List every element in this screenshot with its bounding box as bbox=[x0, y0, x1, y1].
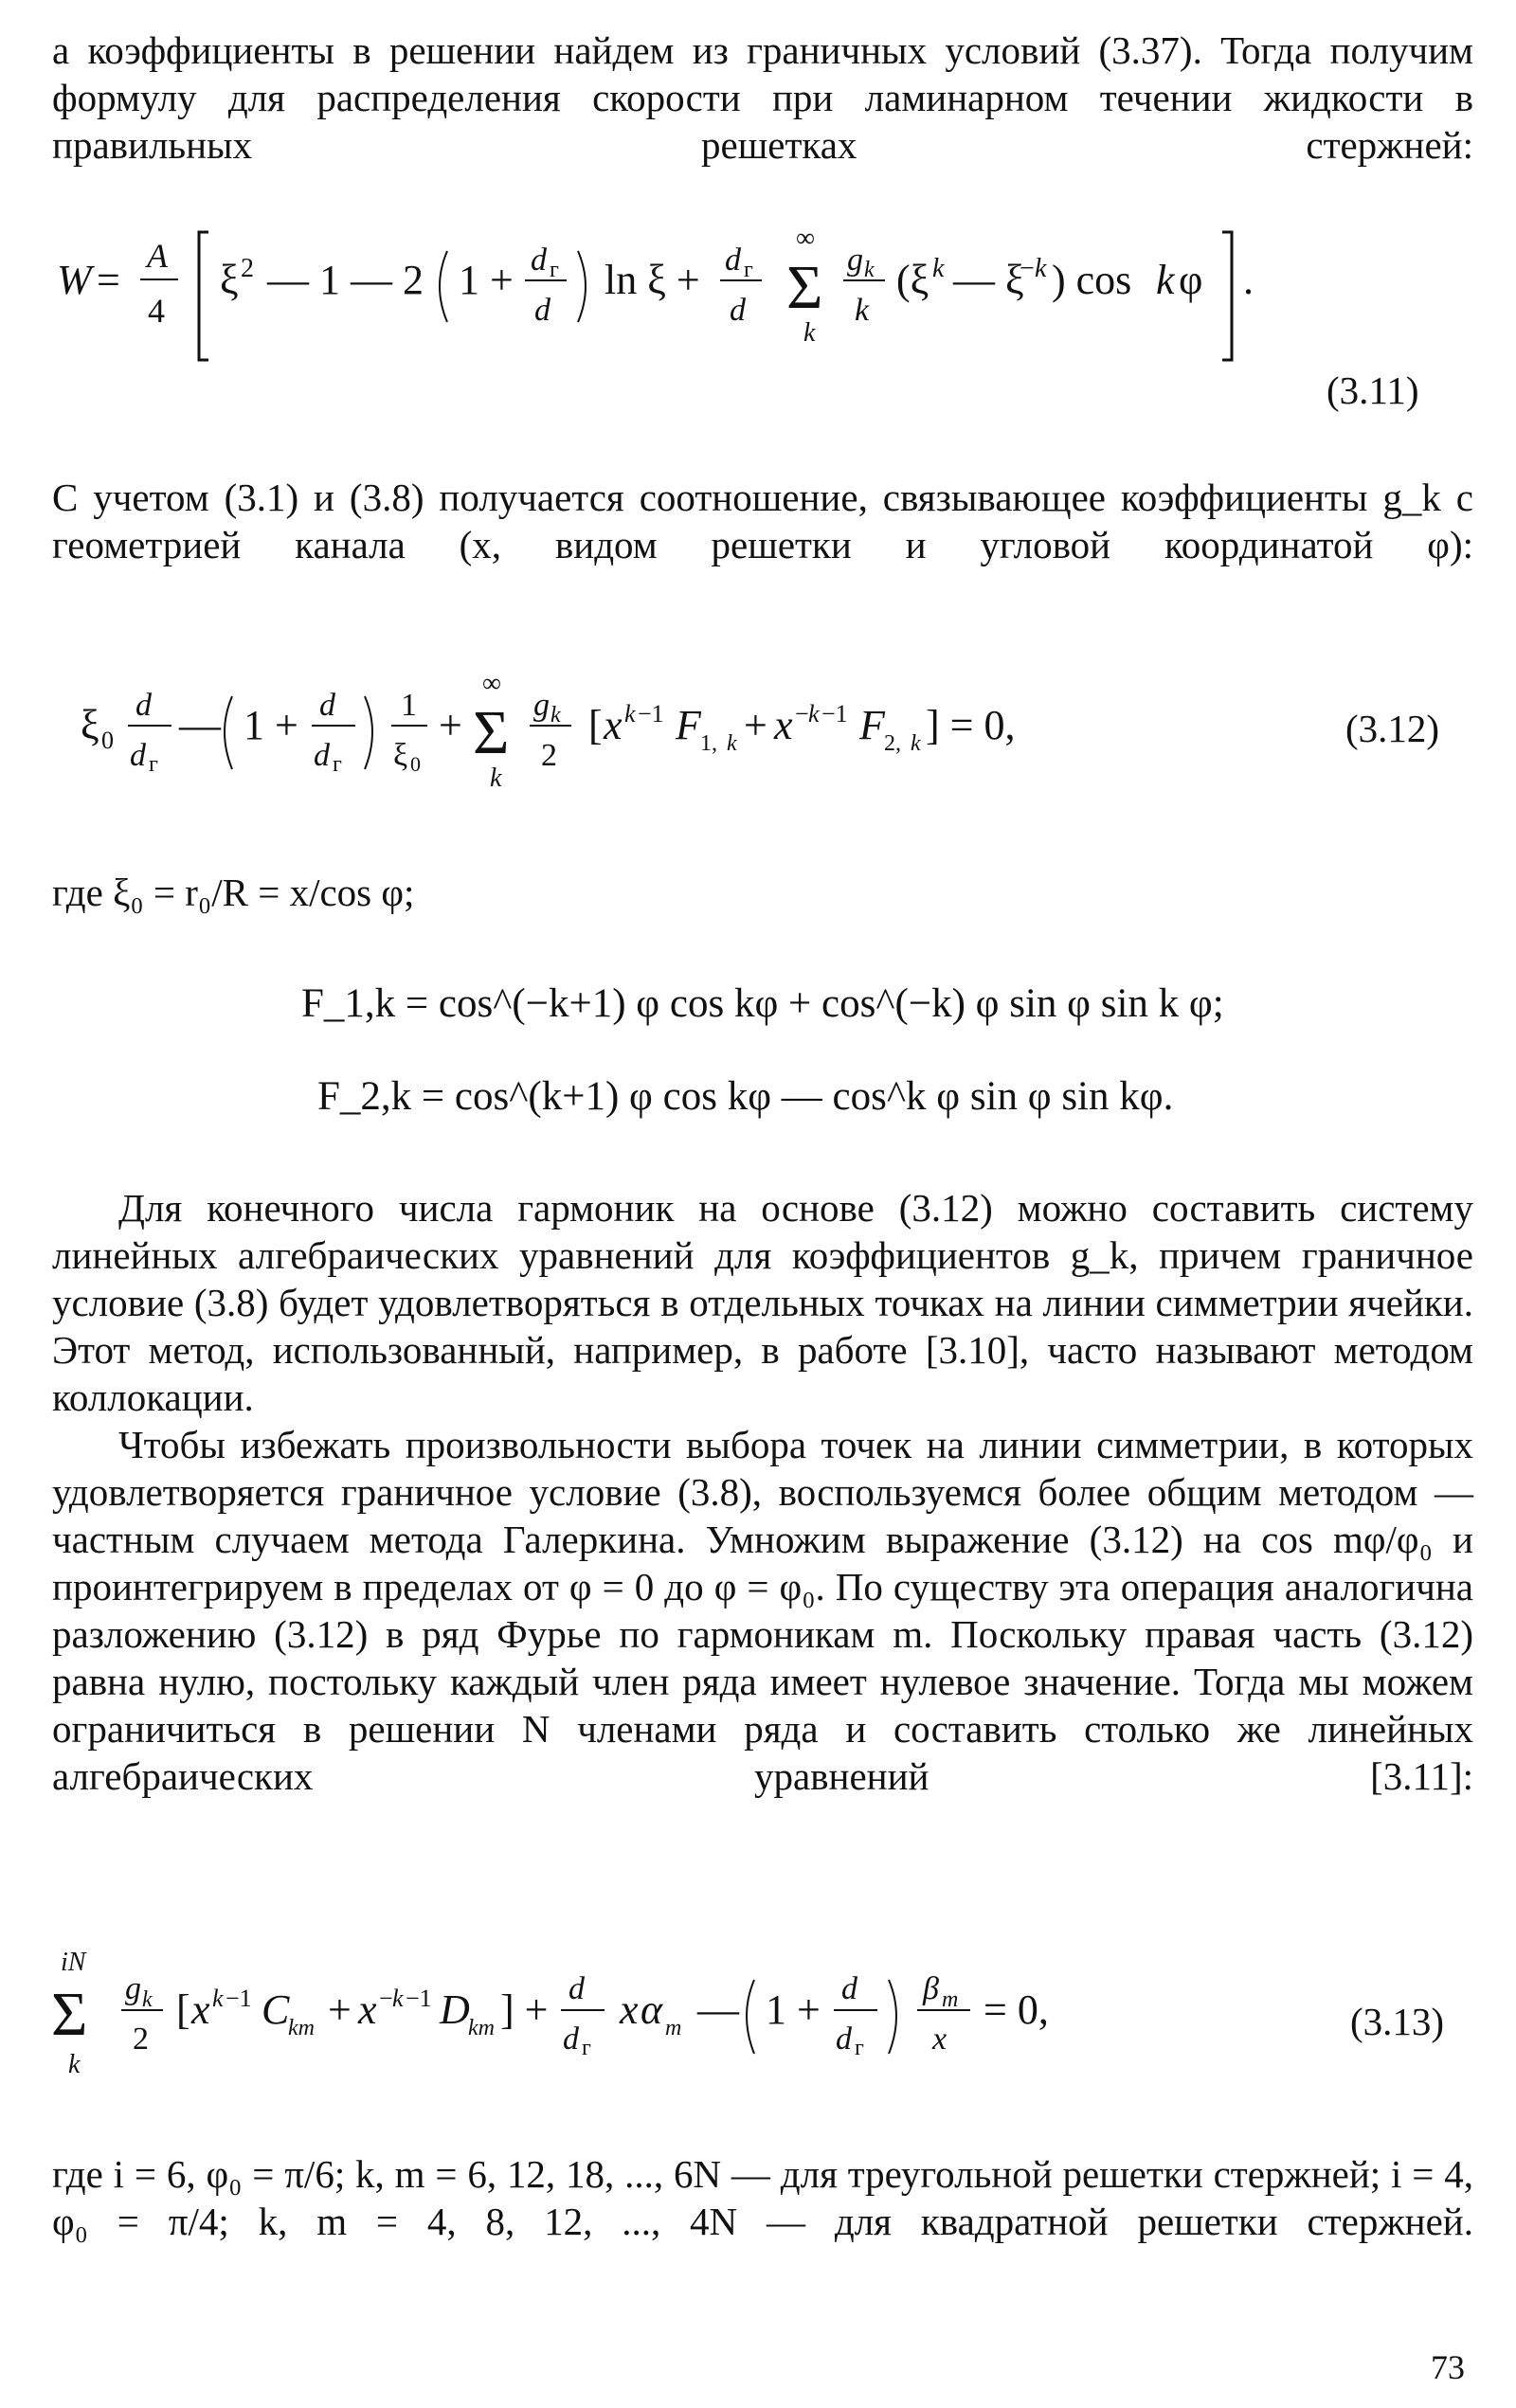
svg-text:2: 2 bbox=[541, 738, 557, 773]
svg-text:+: + bbox=[439, 702, 462, 748]
svg-text:d: d bbox=[314, 738, 330, 773]
svg-text:x: x bbox=[774, 702, 793, 748]
equation-f2: F_2,k = cos^(k+1) φ cos kφ — cos^k φ sin φ sin kφ. bbox=[317, 1074, 1174, 1119]
svg-text:D: D bbox=[440, 1986, 470, 2033]
svg-text:k: k bbox=[864, 258, 875, 282]
svg-text:k: k bbox=[855, 293, 870, 328]
svg-text:0: 0 bbox=[101, 727, 114, 754]
svg-text:1 +: 1 + bbox=[766, 1986, 821, 2033]
svg-text:d: d bbox=[130, 738, 146, 773]
svg-text:F: F bbox=[676, 702, 701, 748]
svg-text:d: d bbox=[563, 2022, 579, 2057]
svg-text:k: k bbox=[212, 1985, 224, 2012]
equation-3-11 bbox=[57, 218, 1459, 379]
svg-text:k: k bbox=[624, 700, 636, 728]
svg-text:−1: −1 bbox=[638, 700, 664, 728]
svg-text:ξ: ξ bbox=[220, 257, 239, 303]
svg-text:k: k bbox=[1035, 254, 1047, 283]
svg-text:k: k bbox=[911, 731, 921, 756]
svg-text:∞: ∞ bbox=[796, 224, 815, 253]
svg-text:k: k bbox=[392, 1985, 404, 2012]
svg-text:— 1 — 2: — 1 — 2 bbox=[267, 257, 424, 303]
svg-text:d: d bbox=[319, 688, 335, 723]
svg-text:x: x bbox=[604, 702, 623, 748]
svg-text:1,: 1, bbox=[700, 731, 717, 756]
svg-text:m: m bbox=[665, 2016, 682, 2040]
svg-text:g: g bbox=[533, 688, 550, 723]
svg-text:x: x bbox=[358, 1986, 377, 2033]
svg-text:ln ξ +: ln ξ + bbox=[605, 257, 700, 303]
svg-text:[: [ bbox=[588, 702, 603, 748]
paragraph-4 bbox=[52, 1421, 1473, 1800]
svg-text:—: — bbox=[179, 702, 221, 748]
svg-text:m: m bbox=[942, 1987, 959, 2012]
svg-text:0: 0 bbox=[410, 752, 421, 776]
equation-f1: F_1,k = cos^(−k+1) φ cos kφ + cos^(−k) φ sin φ sin k φ; bbox=[301, 981, 1224, 1026]
svg-text:Σ: Σ bbox=[51, 1980, 88, 2049]
svg-text:α: α bbox=[641, 1986, 663, 2033]
svg-text:1: 1 bbox=[401, 688, 417, 723]
equation-number-3-13: (3.13) bbox=[1350, 2000, 1445, 2043]
svg-text:k: k bbox=[550, 703, 561, 728]
svg-text:g: g bbox=[847, 243, 863, 278]
svg-text:k: k bbox=[68, 2050, 81, 2079]
svg-text:k: k bbox=[490, 764, 502, 793]
svg-text:−: − bbox=[1020, 254, 1035, 283]
svg-text:4: 4 bbox=[148, 292, 165, 330]
paragraph-2-text: С учетом (3.1) и (3.8) получается соотношение, связывающее коэффициенты g_k с геометрией канала (x, видом решетки и угловой координатой φ): bbox=[52, 476, 1473, 566]
svg-text:1 +: 1 + bbox=[459, 257, 514, 303]
svg-text:C: C bbox=[262, 1986, 290, 2033]
equation-3-12-svg bbox=[81, 663, 1312, 815]
svg-text:2: 2 bbox=[133, 2022, 149, 2057]
svg-text:Σ: Σ bbox=[473, 698, 510, 767]
svg-text:d: d bbox=[725, 243, 741, 278]
paragraph-3-text: Для конечного числа гармоник на основе (3.12) можно составить систему линейных алгебраических уравнений для коэффициентов g_k, причем граничное условие (3.8) будет удовлетворяться в отдельных точках на линии симметрии ячейки. Этот метод, использованный, например, в работе [3.10], часто называют методом коллокации. bbox=[52, 1186, 1473, 1419]
svg-text:d: d bbox=[534, 293, 550, 328]
svg-text:d: d bbox=[841, 1971, 857, 2006]
svg-text:k: k bbox=[932, 254, 945, 283]
svg-text:г: г bbox=[550, 258, 559, 282]
svg-text:— ξ: — ξ bbox=[953, 257, 1024, 303]
svg-text:= 0,: = 0, bbox=[984, 1986, 1049, 2033]
svg-text:+: + bbox=[744, 702, 767, 748]
equation-3-11-svg bbox=[57, 218, 1459, 379]
svg-text:d: d bbox=[135, 688, 152, 723]
svg-text:) cos: ) cos bbox=[1052, 257, 1132, 303]
svg-text:x: x bbox=[620, 1986, 639, 2033]
svg-text:φ: φ bbox=[1179, 257, 1203, 303]
svg-text:−1: −1 bbox=[406, 1985, 432, 2012]
svg-text:k: k bbox=[727, 731, 737, 756]
svg-text:.: . bbox=[1243, 257, 1254, 303]
svg-text:d: d bbox=[568, 1971, 585, 2006]
svg-text:W: W bbox=[57, 257, 92, 303]
svg-text:г: г bbox=[744, 258, 753, 282]
svg-text:г: г bbox=[333, 752, 342, 777]
svg-text:г: г bbox=[149, 752, 158, 777]
equation-3-12 bbox=[81, 663, 1312, 815]
svg-text:2,: 2, bbox=[884, 731, 901, 756]
paragraph-4-text: Чтобы избежать произвольности выбора точек на линии симметрии, в которых удовлетворяется граничное условие (3.8), воспользуемся более общим методом — частным случаем метода Галеркина. Умножим выражение (3.12) на cos mφ/φ₀ и проинтегрируем в пределах от φ = 0 до φ = φ₀. По существу эта операция аналогична разложению (3.12) в ряд Фурье по гармоникам m. Поскольку правая часть (3.12) равна нулю, постольку каждый член ряда имеет нулевое значение. Тогда мы можем ограничиться в решении N членами ряда и составить столько же линейных алгебраических уравнений [3.11]: bbox=[52, 1423, 1473, 1798]
svg-text:k: k bbox=[1156, 257, 1175, 303]
svg-text:Σ: Σ bbox=[786, 253, 823, 322]
svg-text:−1: −1 bbox=[226, 1985, 252, 2012]
svg-text:[: [ bbox=[176, 1986, 190, 2033]
svg-text:d: d bbox=[531, 243, 547, 278]
equation-number-3-11: (3.11) bbox=[1326, 368, 1419, 412]
svg-text:(ξ: (ξ bbox=[896, 257, 929, 303]
equation-number-3-12: (3.12) bbox=[1345, 707, 1440, 750]
svg-text:] = 0,: ] = 0, bbox=[926, 702, 1016, 748]
svg-text:k: k bbox=[808, 700, 820, 728]
svg-text:km: km bbox=[288, 2016, 315, 2040]
svg-text:x: x bbox=[191, 1986, 210, 2033]
svg-text:g: g bbox=[125, 1971, 141, 2006]
svg-text:1 +: 1 + bbox=[244, 702, 298, 748]
page-number: 73 bbox=[1431, 2348, 1465, 2386]
paragraph-5-text: где i = 6, φ₀ = π/6; k, m = 6, 12, 18, ..., 6N — для треугольной решетки стержней; i = 4, φ₀ = π/4; k, m = 4, 8, 12, ..., 4N — для квадратной решетки стержней. bbox=[52, 2152, 1473, 2243]
svg-text:x: x bbox=[932, 2022, 948, 2057]
svg-text:—: — bbox=[697, 1986, 739, 2033]
paragraph-1: а коэффициенты в решении найдем из граничных условий (3.37). Тогда получим формулу для распределения скорости при ламинарном течении жидкости в правильных решетках стержней: bbox=[52, 28, 1473, 167]
svg-text:∞: ∞ bbox=[482, 669, 501, 698]
svg-text:ξ: ξ bbox=[81, 702, 99, 748]
svg-text:г: г bbox=[855, 2036, 864, 2060]
svg-text:A: A bbox=[147, 237, 168, 275]
equation-3-13-svg bbox=[47, 1940, 1308, 2101]
svg-text:F: F bbox=[859, 702, 885, 748]
paragraph-3 bbox=[52, 1184, 1473, 1421]
svg-text:] +: ] + bbox=[500, 1986, 549, 2033]
svg-text:−: − bbox=[795, 700, 809, 728]
paragraph-2 bbox=[52, 474, 1473, 568]
svg-text:k: k bbox=[803, 318, 816, 348]
svg-text:2: 2 bbox=[241, 254, 254, 283]
svg-text:d: d bbox=[836, 2022, 852, 2057]
where-definition: где ξ₀ = r₀/R = x/cos φ; bbox=[52, 871, 415, 914]
svg-text:+: + bbox=[328, 1986, 352, 2033]
svg-text:ξ: ξ bbox=[393, 738, 408, 773]
svg-text:d: d bbox=[730, 293, 746, 328]
svg-text:β: β bbox=[923, 1971, 939, 2006]
svg-text:г: г bbox=[582, 2036, 591, 2060]
svg-text:km: km bbox=[468, 2016, 495, 2040]
equation-3-13 bbox=[47, 1940, 1308, 2101]
svg-text:=: = bbox=[97, 257, 120, 303]
svg-text:−: − bbox=[379, 1985, 393, 2012]
paragraph-5 bbox=[52, 2150, 1473, 2245]
svg-text:k: k bbox=[142, 1987, 153, 2012]
svg-text:iN: iN bbox=[61, 1948, 86, 1977]
svg-text:−1: −1 bbox=[821, 700, 848, 728]
